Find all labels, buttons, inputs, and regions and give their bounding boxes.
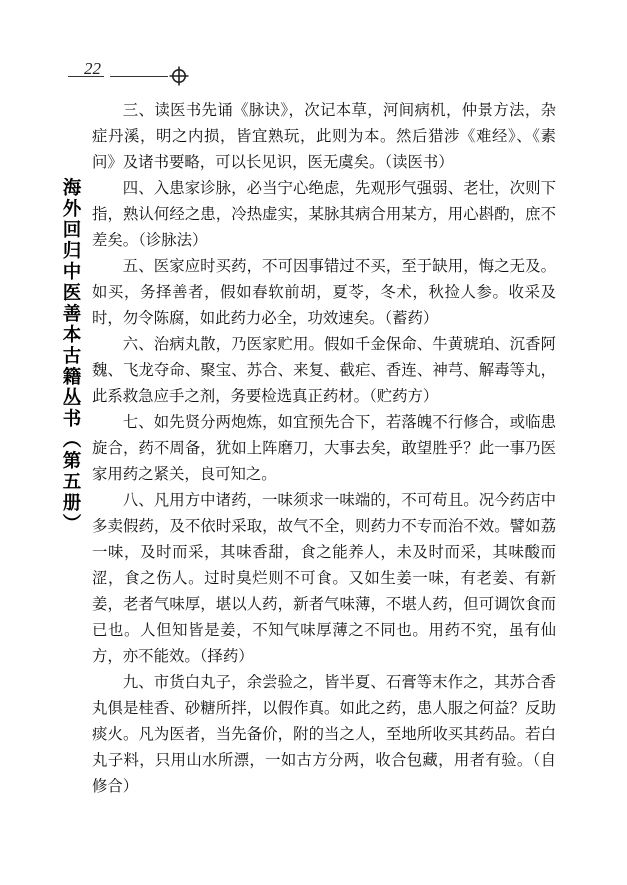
series-title-char: 本: [62, 325, 82, 346]
series-title-char: 册: [62, 493, 82, 514]
paragraph-store-herbs: 五、医家应时买药，不可因事错过不买，至于缺用，悔之无及。如买，务择善者，假如春软前胡，夏苓，冬术，秋捡人参。收采及时，勿令陈腐，如此药力必全，功效速矣。（蓄药）: [92, 257, 556, 327]
series-title-char: 中: [62, 262, 82, 283]
series-title-char: 第: [62, 451, 82, 472]
series-title-char: ︵: [62, 430, 82, 451]
header-rule-left: [68, 76, 104, 77]
paragraph-prepare-in-advance: 七、如先贤分两炮炼，如宜预先合下，若落魄不行修合，或临患旋合，药不周备，犹如上阵磨刀，大事去矣，敢望胜乎？此一事乃医家用药之紧关，良可知之。: [92, 413, 556, 483]
series-title-char: 善: [62, 304, 82, 325]
series-title-char: 回: [62, 220, 82, 241]
body-text: [92, 97, 556, 799]
circled-cross-ornament-icon: [168, 65, 190, 87]
paragraph-pulse-diagnosis: 四、入患家诊脉，必当宁心绝虑，先观形气强弱、老壮，次则下指，熟认何经之患，冷热虚实，某脉其病合用某方，用心斟酌，庶不差矣。（诊脉法）: [92, 179, 556, 249]
series-title-char: 医: [62, 283, 82, 304]
page-header: [68, 60, 208, 90]
series-title-char: 书: [62, 409, 82, 430]
series-title-char: 五: [62, 472, 82, 493]
series-title-char: 海: [62, 178, 82, 199]
series-title-char: 外: [62, 199, 82, 220]
series-title-char: 归: [62, 241, 82, 262]
series-title-char: 古: [62, 346, 82, 367]
paragraph-read-medical-books: 三、读医书先诵《脉诀》，次记本草，河间病机，仲景方法，杂症丹溪，明之内损，皆宜熟玩，此则为本。然后猎涉《难经》、《素问》及诸书要略，可以长见识，医无虞矣。（读医书）: [92, 101, 556, 171]
series-title-char: 丛: [62, 388, 82, 409]
paragraph-select-herbs: 八、凡用方中诸药，一味须求一味端的，不可苟且。况今药店中多卖假药，及不依时采取，故气不全，则药力不专而治不效。譬如荔一味，及时而采，其味香甜，食之能养人，未及时而采，其味酸而涩，食之伤人。过时臭烂则不可食。又如生姜一味，有老姜、有新姜，老者气味厚，堪以人药，新者气味薄，不堪人药，但可调饮食而已也。人但知皆是姜，不知气味厚薄之不同也。用药不究，虽有仙方，亦不能效。（择药）: [92, 491, 556, 665]
series-title-char: 籍: [62, 367, 82, 388]
series-title-vertical: [59, 178, 85, 535]
series-title-char: ︶: [62, 514, 82, 535]
paragraph-self-compound: 九、市货白丸子，余尝验之，皆半夏、石膏等末作之，其苏合香丸俱是桂香、砂糖所拌，以假作真。如此之药，患人服之何益？反助痰火。凡为医者，当先备价，附的当之人，至地所收买其药品。若白丸子料，只用山水所漂，一如古方分两，收合包藏，用者有验。（自修合）: [92, 673, 556, 795]
paragraph-prepared-remedies: 六、治病丸散，乃医家贮用。假如千金保命、牛黄琥珀、沉香阿魏、飞龙夺命、聚宝、苏合、来复、截疟、香连、神芎、解毒等丸，此系救急应手之剂，务要检选真正药材。（贮药方）: [92, 335, 556, 405]
page-number: 22: [84, 59, 101, 78]
header-rule: [110, 76, 168, 77]
